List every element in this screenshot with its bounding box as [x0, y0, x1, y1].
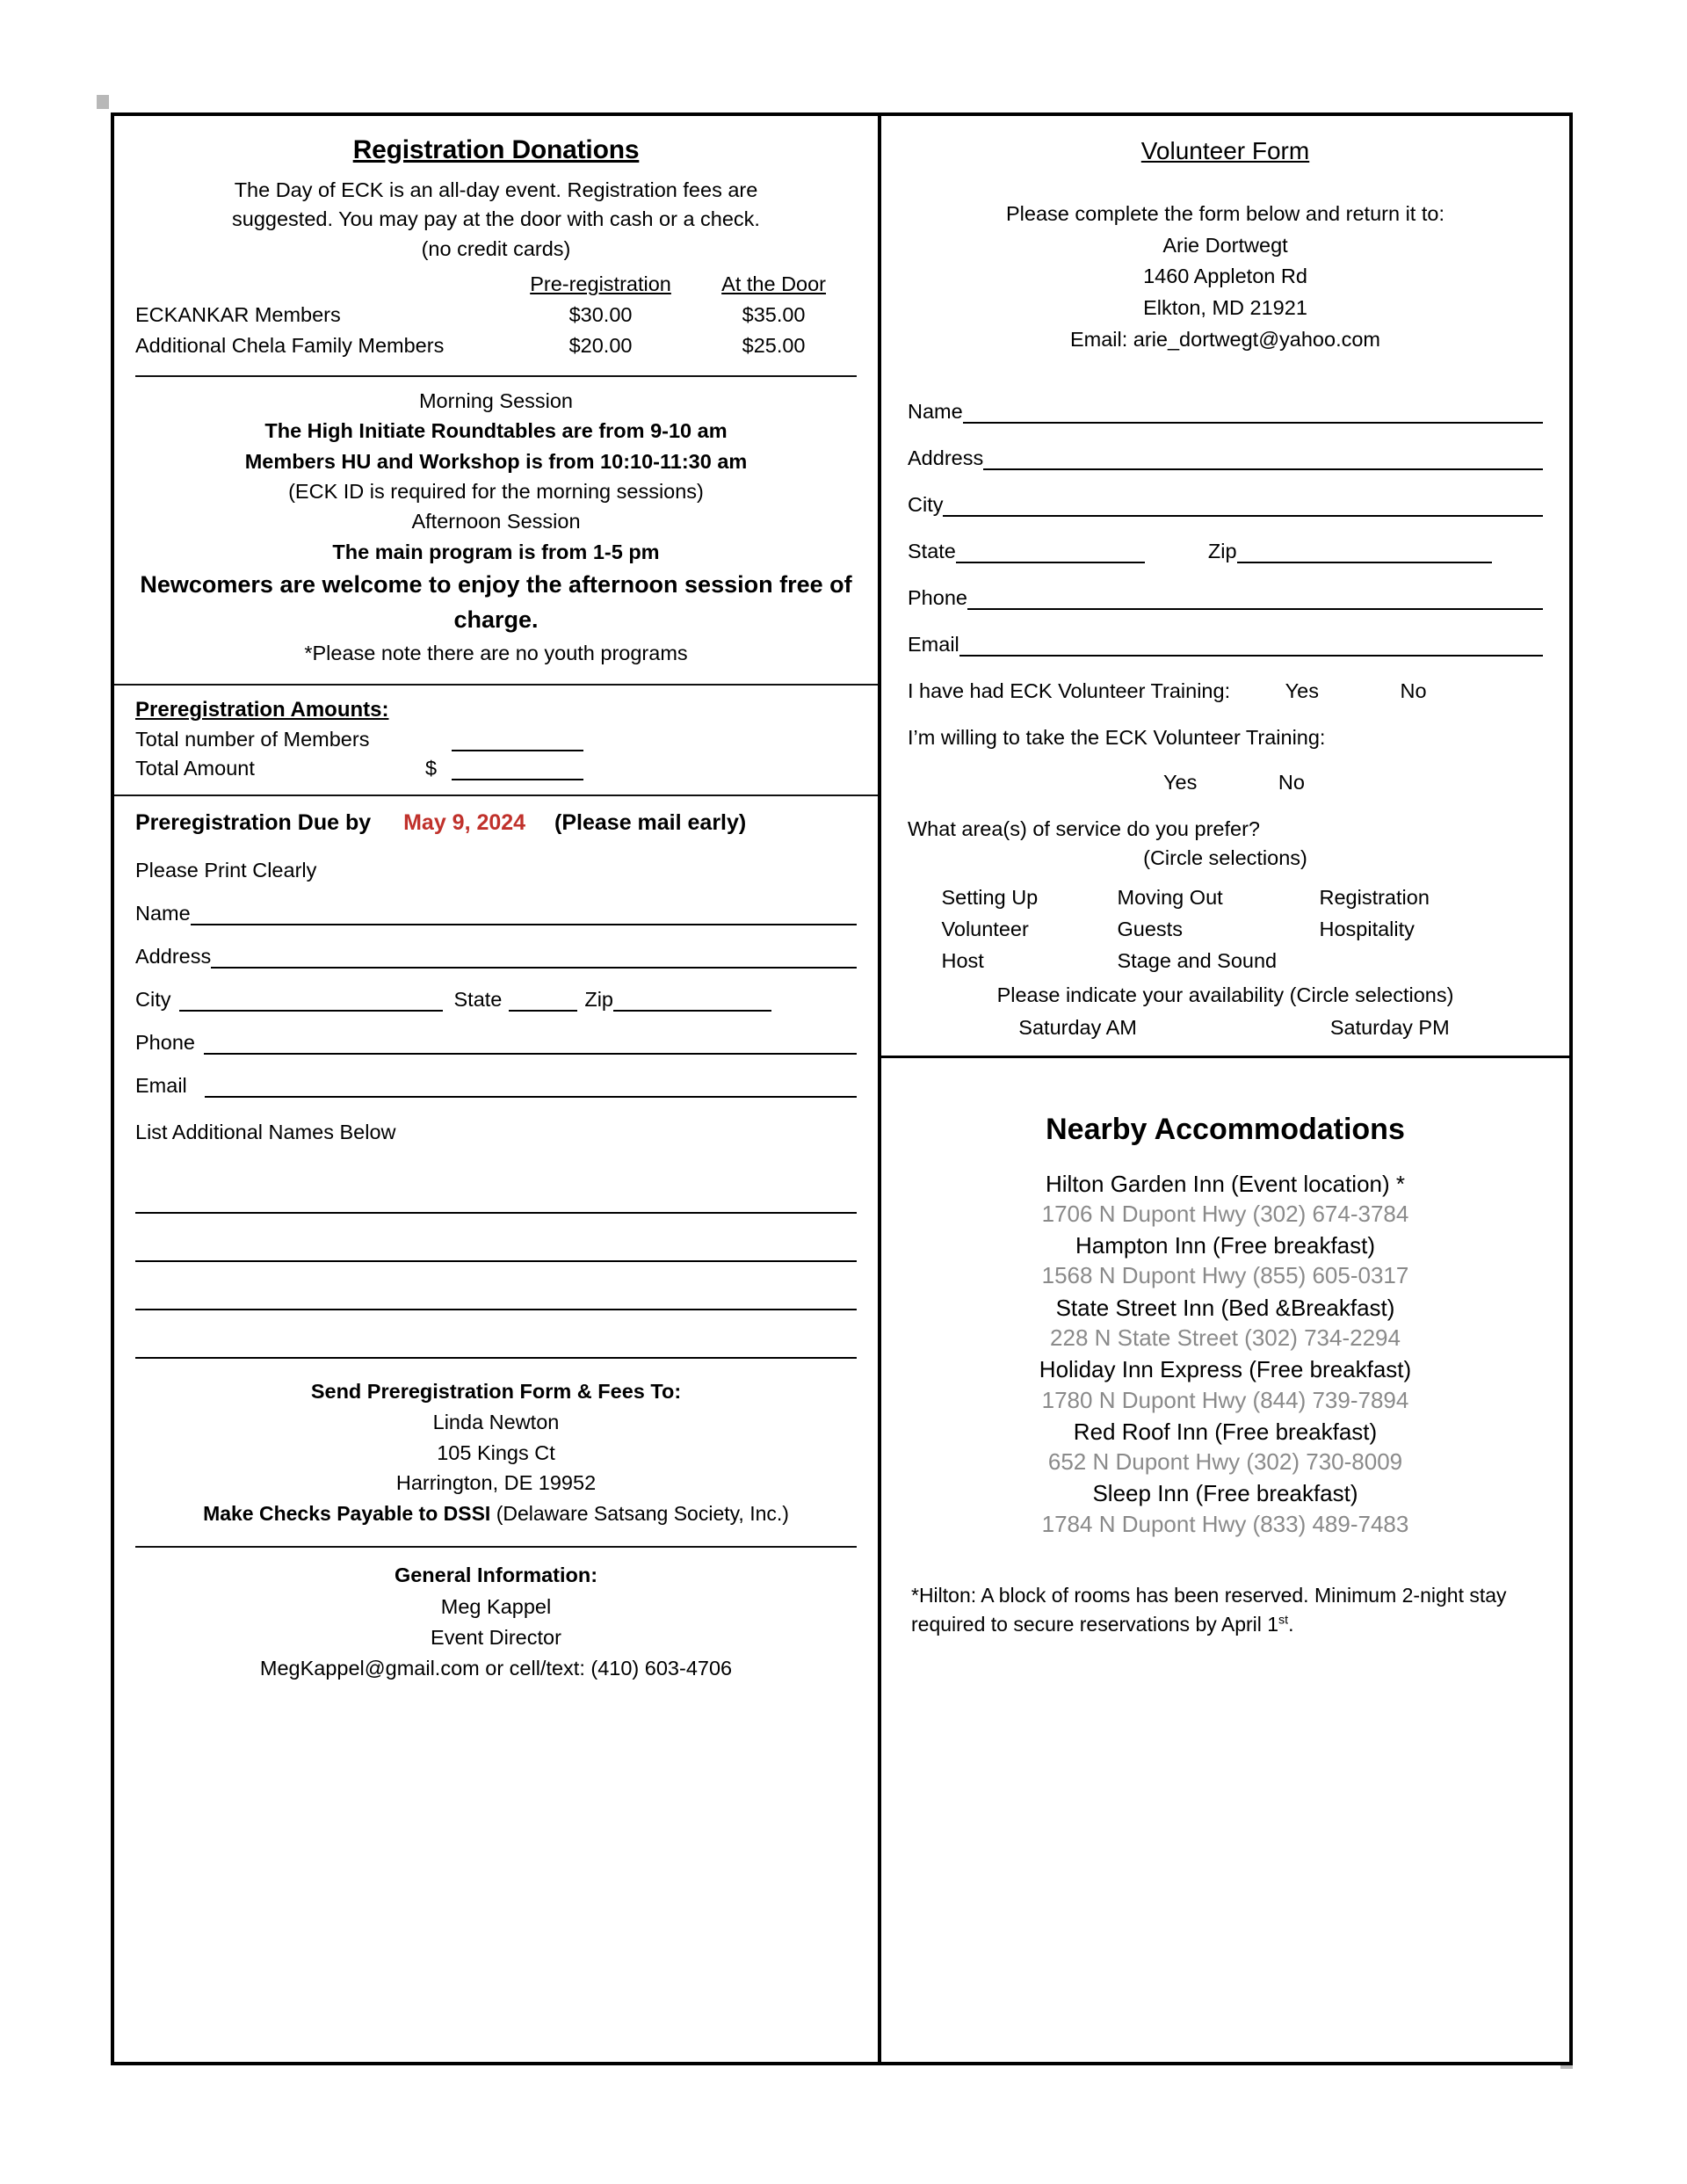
- availability-saturday-pm[interactable]: Saturday PM: [1329, 1015, 1450, 1039]
- reg-phone-label: Phone: [135, 1031, 195, 1055]
- prereg-amounts-block: [114, 686, 878, 795]
- vol-name-input[interactable]: [963, 404, 1543, 424]
- vol-state-label: State: [908, 539, 956, 562]
- service-option-host[interactable]: Host: [941, 948, 984, 972]
- due-by-label: Preregistration Due by: [135, 810, 372, 836]
- reg-email-input[interactable]: [205, 1078, 857, 1098]
- reg-address-row: [114, 945, 878, 969]
- training-willing-question: I’m willing to take the ECK Volunteer Training:: [908, 725, 1326, 749]
- hotel-address: 1780 N Dupont Hwy (844) 739-7894: [1041, 1386, 1409, 1413]
- reg-city-input[interactable]: [179, 992, 443, 1012]
- make-checks-payable: [134, 1498, 858, 1528]
- due-date-value: May 9, 2024: [403, 810, 526, 836]
- hilton-block-note: [906, 1581, 1545, 1638]
- session-schedule: [114, 377, 878, 668]
- vol-zip-label: Zip: [1207, 539, 1237, 562]
- reg-state-input[interactable]: [509, 992, 577, 1012]
- hotel-name: Sleep Inn (Free breakfast): [1092, 1480, 1358, 1507]
- eck-id-note: (ECK ID is required for the morning sessions): [288, 479, 704, 503]
- vol-address-row: [881, 446, 1569, 470]
- vol-city-row: [881, 493, 1569, 517]
- morning-session-label: Morning Session: [418, 389, 574, 413]
- service-option-setting-up[interactable]: Setting Up: [941, 885, 1039, 909]
- members-hu-time: Members HU and Workshop is from 10:10-11:30 am: [244, 449, 748, 473]
- additional-name-line-1[interactable]: [135, 1165, 857, 1214]
- additional-name-line-4[interactable]: [135, 1310, 857, 1359]
- reg-name-label: Name: [135, 902, 191, 925]
- hilton-note-period: .: [1288, 1612, 1294, 1636]
- training-willing-options-row: [881, 771, 1569, 795]
- volunteer-return-address: [881, 199, 1569, 356]
- hotel-address: 228 N State Street (302) 734-2294: [1050, 1324, 1401, 1352]
- reg-address-input[interactable]: [211, 949, 857, 969]
- list-item: [906, 1355, 1545, 1415]
- list-item: [906, 1479, 1545, 1539]
- please-print-clearly: Please Print Clearly: [135, 859, 317, 882]
- training-had-row: [881, 679, 1569, 703]
- document-frame: [111, 112, 1573, 2065]
- fee-row-pre: $20.00: [568, 334, 633, 358]
- availability-saturday-am[interactable]: Saturday AM: [1018, 1015, 1137, 1039]
- registration-intro-line-2: suggested. You may pay at the door with cash or a check.: [232, 207, 760, 231]
- fee-table: [135, 272, 857, 361]
- roundtables-time: The High Initiate Roundtables are from 9-10 am: [264, 419, 728, 443]
- availability-options-row: [881, 1016, 1569, 1040]
- reg-phone-row: [114, 1031, 878, 1055]
- table-row: [135, 300, 857, 330]
- training-willing-no-option[interactable]: No: [1278, 770, 1305, 794]
- volunteer-return-line-1: Please complete the form below and return it to:: [1006, 202, 1444, 225]
- training-willing-yes-option[interactable]: Yes: [1163, 770, 1198, 794]
- training-had-question: I have had ECK Volunteer Training:: [908, 678, 1231, 702]
- reg-zip-input[interactable]: [613, 992, 771, 1012]
- list-additional-names-label: List Additional Names Below: [135, 1121, 396, 1144]
- make-checks-payable-bold: Make Checks Payable to DSSI: [203, 1502, 491, 1526]
- send-to-heading: Send Preregistration Form & Fees To:: [310, 1380, 682, 1404]
- registration-intro: [114, 176, 878, 264]
- total-amount-input[interactable]: [452, 762, 583, 780]
- vol-state-input[interactable]: [956, 544, 1145, 563]
- registration-intro-line-1: The Day of ECK is an all-day event. Registration fees are: [234, 178, 758, 201]
- fee-table-header-row: [135, 272, 857, 300]
- hotel-address: 1706 N Dupont Hwy (302) 674-3784: [1041, 1200, 1409, 1227]
- make-checks-payable-rest: (Delaware Satsang Society, Inc.): [490, 1502, 789, 1526]
- registration-column: [114, 116, 881, 2062]
- vol-phone-input[interactable]: [967, 591, 1543, 610]
- reg-zip-label: Zip: [584, 988, 614, 1012]
- general-info-contact: MegKappel@gmail.com or cell/text: (410) 603-4706: [259, 1657, 733, 1680]
- total-amount-row: [135, 757, 857, 780]
- vol-email-row: [881, 633, 1569, 657]
- reg-name-row: [114, 902, 878, 925]
- send-to-name: Linda Newton: [432, 1410, 560, 1433]
- prereg-amounts-heading: Preregistration Amounts:: [135, 698, 389, 722]
- send-to-street: 105 Kings Ct: [437, 1440, 555, 1464]
- volunteer-return-email: Email: arie_dortwegt@yahoo.com: [1069, 327, 1381, 351]
- service-option-moving-out[interactable]: Moving Out: [1117, 885, 1223, 909]
- service-options-grid: [881, 886, 1569, 973]
- send-to-city-state-zip: Harrington, DE 19952: [395, 1471, 597, 1495]
- reg-city-state-zip-row: [114, 988, 878, 1012]
- hotel-name: Hampton Inn (Free breakfast): [1075, 1232, 1376, 1259]
- vol-name-label: Name: [908, 399, 963, 423]
- vol-name-row: [881, 400, 1569, 424]
- hotel-name: State Street Inn (Bed &Breakfast): [1055, 1294, 1395, 1321]
- service-option-hospitality[interactable]: Hospitality: [1319, 917, 1415, 940]
- service-option-guests[interactable]: Guests: [1117, 917, 1183, 940]
- newcomers-notice: Newcomers are welcome to enjoy the afternoon session free of charge.: [140, 570, 852, 634]
- list-item: [906, 1418, 1545, 1477]
- reg-city-label: City: [135, 988, 171, 1012]
- list-item: [906, 1294, 1545, 1353]
- fee-row-label: Additional Chela Family Members: [135, 334, 445, 358]
- send-preregistration-block: [114, 1359, 878, 1542]
- preregistration-due-row: [114, 796, 878, 836]
- reg-email-row: [114, 1074, 878, 1098]
- accommodations-pane: [881, 1058, 1569, 2062]
- volunteer-return-city-state-zip: Elkton, MD 21921: [1143, 296, 1307, 320]
- mail-early-note: (Please mail early): [554, 810, 747, 836]
- total-members-row: [135, 728, 857, 751]
- vol-email-input[interactable]: [959, 637, 1543, 657]
- accommodations-list: [906, 1170, 1545, 1539]
- youth-programs-note: *Please note there are no youth programs: [304, 641, 688, 664]
- fee-header-preregistration: Pre-registration: [530, 272, 671, 296]
- volunteer-form-pane: [881, 116, 1569, 1058]
- hotel-name: Holiday Inn Express (Free breakfast): [1039, 1356, 1412, 1383]
- registration-donations-title: Registration Donations: [352, 135, 640, 164]
- accommodations-title: Nearby Accommodations: [1046, 1112, 1405, 1146]
- volunteer-and-lodging-column: [881, 116, 1569, 2062]
- vol-zip-input[interactable]: [1237, 544, 1492, 563]
- volunteer-form-title: Volunteer Form: [1140, 137, 1310, 164]
- fee-row-label: ECKANKAR Members: [135, 303, 341, 327]
- additional-name-line-2[interactable]: [135, 1214, 857, 1262]
- registration-intro-line-3: (no credit cards): [421, 236, 571, 260]
- fee-header-blank: [135, 272, 510, 300]
- vol-city-label: City: [908, 492, 944, 516]
- general-info-name: Meg Kappel: [440, 1594, 552, 1618]
- additional-name-line-3[interactable]: [135, 1262, 857, 1310]
- afternoon-session-label: Afternoon Session: [411, 510, 581, 533]
- fee-header-at-the-door: At the Door: [721, 272, 827, 296]
- fee-row-door: $35.00: [742, 303, 806, 327]
- scan-artifact-top-left: [97, 95, 109, 109]
- hotel-name: Hilton Garden Inn (Event location) *: [1046, 1170, 1405, 1197]
- dollar-sign: $: [425, 757, 438, 780]
- reg-name-input[interactable]: [191, 906, 857, 925]
- vol-phone-label: Phone: [908, 585, 967, 609]
- total-members-input[interactable]: [452, 733, 583, 751]
- volunteer-return-name: Arie Dortwegt: [1162, 233, 1288, 257]
- vol-city-input[interactable]: [943, 497, 1543, 517]
- reg-state-label: State: [453, 988, 503, 1012]
- fee-row-door: $25.00: [742, 334, 806, 358]
- service-option-registration[interactable]: Registration: [1319, 885, 1430, 909]
- total-members-label: Total number of Members: [135, 728, 370, 751]
- main-program-time: The main program is from 1-5 pm: [332, 540, 660, 563]
- service-option-stage-and-sound[interactable]: Stage and Sound: [1117, 948, 1278, 972]
- vol-address-input[interactable]: [983, 451, 1543, 470]
- general-info-heading: General Information:: [394, 1564, 598, 1587]
- hotel-address: 652 N Dupont Hwy (302) 730-8009: [1047, 1448, 1403, 1476]
- vol-address-label: Address: [908, 446, 984, 469]
- list-item: [906, 1231, 1545, 1291]
- service-option-volunteer[interactable]: Volunteer: [941, 917, 1029, 940]
- hilton-note-ordinal: st: [1278, 1613, 1289, 1628]
- hotel-address: 1784 N Dupont Hwy (833) 489-7483: [1041, 1510, 1409, 1537]
- training-had-yes-option[interactable]: Yes: [1285, 678, 1319, 702]
- table-row: [135, 330, 857, 361]
- total-amount-label: Total Amount: [135, 757, 255, 780]
- training-had-no-option[interactable]: No: [1400, 678, 1427, 702]
- general-information-block: [114, 1548, 878, 1684]
- availability-heading: Please indicate your availability (Circle selections): [996, 983, 1454, 1006]
- hotel-name: Red Roof Inn (Free breakfast): [1073, 1418, 1378, 1445]
- reg-phone-input[interactable]: [204, 1035, 857, 1055]
- reg-address-label: Address: [135, 945, 212, 969]
- service-circle-instruction: (Circle selections): [1143, 845, 1307, 869]
- fee-row-pre: $30.00: [568, 303, 633, 327]
- list-item: [906, 1170, 1545, 1230]
- vol-phone-row: [881, 586, 1569, 610]
- hotel-address: 1568 N Dupont Hwy (855) 605-0317: [1041, 1262, 1409, 1289]
- reg-email-label: Email: [135, 1074, 187, 1098]
- vol-email-label: Email: [908, 632, 959, 656]
- service-areas-question: What area(s) of service do you prefer?: [908, 816, 1260, 840]
- fee-table-wrap: [114, 272, 878, 361]
- vol-state-zip-row: [881, 540, 1569, 563]
- general-info-role: Event Director: [431, 1625, 561, 1649]
- hilton-note-text: *Hilton: A block of rooms has been reserved. Minimum 2-night stay required to secure reservations by April 1: [911, 1584, 1507, 1636]
- volunteer-return-street: 1460 Appleton Rd: [1143, 265, 1307, 288]
